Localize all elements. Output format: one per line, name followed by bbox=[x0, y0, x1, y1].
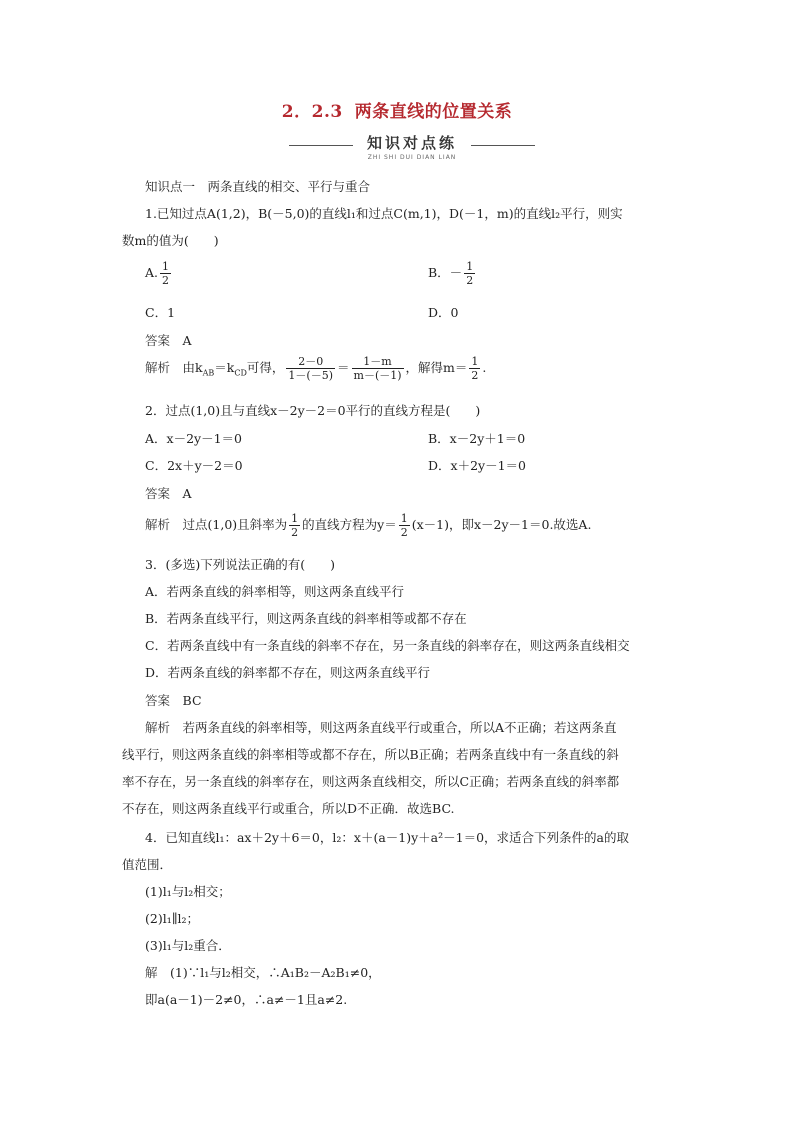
q4-part-2: (2)l₁∥l₂； bbox=[145, 911, 199, 926]
q3-option-c: C．若两条直线中有一条直线的斜率不存在，另一条直线的斜率存在，则这两条直线相交 bbox=[145, 638, 630, 653]
answer-value: A bbox=[182, 486, 192, 501]
fraction-numerator: 2－0 bbox=[286, 355, 335, 369]
q1-option-a-fraction bbox=[160, 260, 171, 287]
analysis-part-c: (x－1)，即x－2y－1＝0.故选A. bbox=[411, 517, 592, 532]
analysis-label: 解析 bbox=[145, 517, 171, 532]
analysis-part-a: 过点(1,0)且斜率为 bbox=[182, 517, 288, 532]
fraction-numerator: 1 bbox=[466, 260, 474, 273]
analysis-fraction-1 bbox=[286, 355, 335, 382]
solve-prefix: ，解得m＝ bbox=[405, 360, 468, 375]
section-banner bbox=[289, 128, 535, 164]
solve-end: . bbox=[482, 360, 487, 375]
q2-option-d: D．x＋2y－1＝0 bbox=[428, 458, 526, 473]
q2-analysis bbox=[145, 512, 591, 539]
q3-stem: 3．(多选)下列说法正确的有( ) bbox=[145, 557, 335, 572]
analysis-mid: 可得， bbox=[246, 360, 285, 375]
answer-value: BC bbox=[182, 693, 202, 708]
analysis-part-b: 的直线方程为y＝ bbox=[302, 517, 397, 532]
q1-analysis: 解析 由$k_{AB}=k_{CD}$可得， $\frac{2-0}{1-(-5)}$ ＝ $\frac{1-m}{m-(-1)}$ ，解得m＝ $\frac{1}{2}$ . bbox=[145, 355, 487, 382]
q4-solution-line2: 即a(a－1)－2≠0，∴a≠－1且a≠2. bbox=[145, 992, 348, 1007]
knowledge-point-heading: 知识点一 两条直线的相交、平行与重合 bbox=[145, 179, 371, 194]
q4-solution-line1 bbox=[145, 963, 381, 981]
q2-answer bbox=[145, 484, 192, 502]
analysis-label: 解析 bbox=[145, 720, 171, 735]
q2-option-a: A．x－2y－1＝0 bbox=[145, 431, 242, 446]
q4-stem-line1: 4．已知直线l₁：ax＋2y＋6＝0，l₂：x＋(a－1)y＋a²－1＝0，求适合下列条件的a的取 bbox=[145, 830, 629, 845]
fraction-numerator: 1 bbox=[400, 512, 408, 525]
q3-analysis-line2: 线平行，则这两条直线的斜率相等或都不存在，所以B正确；若两条直线中有一条直线的斜 bbox=[122, 747, 619, 762]
q2-option-c: C．2x＋y－2＝0 bbox=[145, 458, 243, 473]
q4-stem-line2: 值范围． bbox=[122, 857, 173, 872]
solution-label: 解 bbox=[145, 965, 158, 980]
fraction-denominator: m－(－1) bbox=[353, 369, 402, 382]
q3-analysis-line4: 不存在，则这两条直线平行或重合，所以D不正确．故选BC. bbox=[122, 801, 455, 816]
answer-label: 答案 bbox=[145, 333, 171, 348]
q1-option-b-fraction bbox=[464, 260, 475, 287]
slope-fraction bbox=[289, 512, 300, 539]
q1-option-b bbox=[428, 260, 477, 287]
banner-box bbox=[353, 132, 471, 162]
equation-fraction bbox=[399, 512, 410, 539]
analysis-fraction-2 bbox=[352, 355, 404, 382]
solve-fraction bbox=[469, 355, 480, 382]
q1-option-a bbox=[145, 260, 173, 287]
q3-analysis-line3: 率不存在，另一条直线的斜率存在，则这两条直线相交，所以C正确；若两条直线的斜率都 bbox=[122, 774, 620, 789]
q3-option-a: A．若两条直线的斜率相等，则这两条直线平行 bbox=[145, 584, 405, 599]
answer-label: 答案 bbox=[145, 486, 171, 501]
fraction-denominator: 1－(－5) bbox=[288, 369, 333, 382]
q3-option-d: D．若两条直线的斜率都不存在，则这两条直线平行 bbox=[145, 665, 431, 680]
q4-part-3: (3)l₁与l₂重合． bbox=[145, 938, 231, 953]
q1-option-d: D．0 bbox=[428, 305, 459, 320]
analysis-text: 若两条直线的斜率相等，则这两条直线平行或重合，所以A不正确；若这两条直 bbox=[182, 720, 617, 735]
q3-analysis-line1 bbox=[145, 718, 617, 736]
fraction-denominator: 2 bbox=[291, 526, 299, 539]
analysis-label: 解析 bbox=[145, 360, 171, 375]
answer-label: 答案 bbox=[145, 693, 171, 708]
fraction-numerator: 1－m bbox=[352, 355, 404, 369]
section-title: 两条直线的位置关系 bbox=[354, 102, 513, 122]
banner-main-text: 知识对点练 bbox=[366, 134, 457, 152]
fraction-numerator: 1 bbox=[291, 512, 299, 525]
fraction-denominator: 2 bbox=[466, 274, 474, 287]
page-title bbox=[0, 97, 794, 122]
q3-answer bbox=[145, 691, 202, 709]
q2-stem: 2．过点(1,0)且与直线x－2y－2＝0平行的直线方程是( ) bbox=[145, 403, 481, 418]
analysis-prefix: 由k bbox=[182, 360, 203, 375]
q3-option-b: B．若两条直线平行，则这两条直线的斜率相等或都不存在 bbox=[145, 611, 467, 626]
q1-stem-line2: 数m的值为( ) bbox=[122, 233, 219, 248]
equals-sign: ＝ bbox=[337, 360, 350, 375]
section-number: 2．2.3 bbox=[281, 102, 343, 122]
q1-option-a-label: A. bbox=[145, 265, 159, 280]
answer-value: A bbox=[182, 333, 192, 348]
fraction-denominator: 2 bbox=[471, 369, 479, 382]
solution-text: (1)∵l₁与l₂相交，∴A₁B₂－A₂B₁≠0， bbox=[170, 965, 381, 980]
fraction-denominator: 2 bbox=[400, 526, 408, 539]
q1-option-b-label: B．－ bbox=[428, 265, 463, 280]
fraction-numerator: 1 bbox=[162, 260, 170, 273]
fraction-denominator: 2 bbox=[162, 274, 170, 287]
q1-answer bbox=[145, 331, 192, 349]
q4-part-1: (1)l₁与l₂相交； bbox=[145, 884, 231, 899]
fraction-numerator: 1 bbox=[471, 355, 479, 368]
q1-option-c: C．1 bbox=[145, 305, 176, 320]
banner-sub-text: ZHI SHI DUI DIAN LIAN bbox=[367, 154, 457, 161]
q2-option-b: B．x－2y＋1＝0 bbox=[428, 431, 526, 446]
q1-stem-line1: 1.已知过点A(1,2)，B(－5,0)的直线l₁和过点C(m,1)，D(－1，m)的直线l₂平行，则实 bbox=[145, 206, 623, 221]
